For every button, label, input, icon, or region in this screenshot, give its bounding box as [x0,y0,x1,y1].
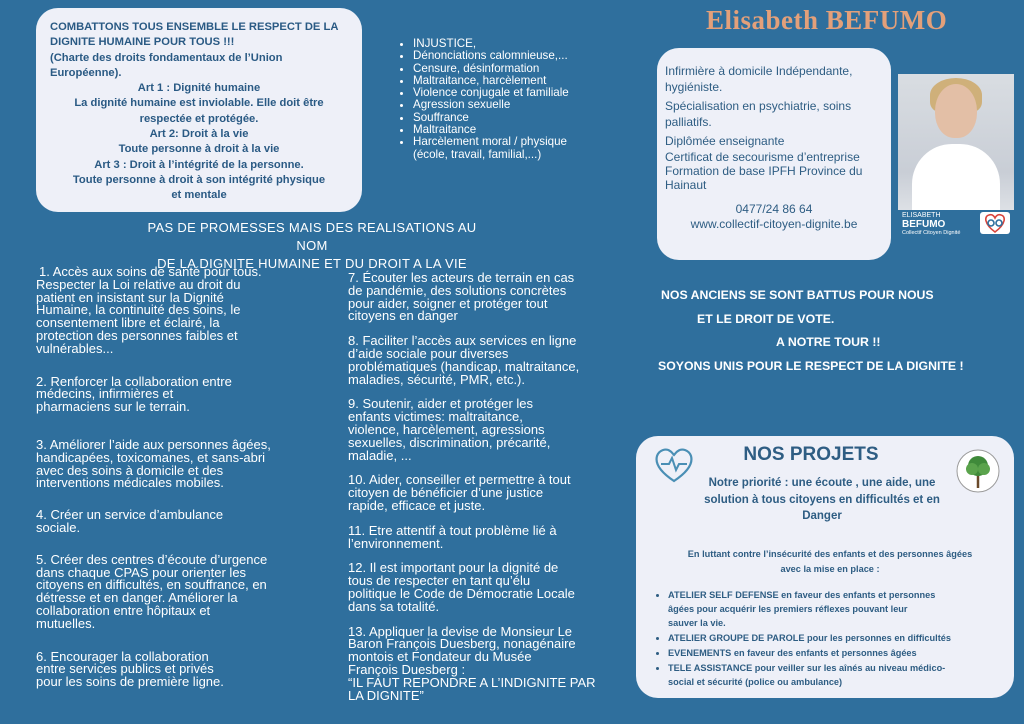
list-item: • Violence conjugale et familiale [413,87,623,99]
profile-line: Spécialisation en psychiatrie, soins [665,99,852,113]
candidate-photo [898,74,1014,238]
charter-articles [50,81,348,203]
list-item-continuation: (école, travail, familial,...) [413,147,542,161]
profile-line: Hainaut [665,177,707,192]
charter-line: et mentale [171,189,227,202]
item-line: détresse et en danger. Améliorer la [36,590,238,606]
program-item [348,272,638,323]
charter-line: Art 3 : Droit à l’intégrité de la personne. [94,158,304,171]
item-line: 13. Appliquer la devise de Monsieur Le [348,623,573,639]
item-line: 2. Renforcer la collaboration entre [36,373,232,389]
photo-org: Collectif Citoyen Dignité [902,230,961,236]
item-line: citoyens en danger [348,308,458,324]
profile-line: Formation de base IPFH Province du [665,163,863,178]
item-line: 6. Encourager la collaboration [36,648,209,664]
projects-card [636,436,1014,698]
program-item [36,648,336,690]
list-item: • Maltraitance, harcèlement [413,75,623,87]
portrait-body [912,144,1000,214]
item-line: Humaine, la continuité des soins, le [36,302,241,318]
item-line: d’aide sociale pour diverses [348,345,509,361]
item-line: sexuelles, discrimination, précarité, [348,434,551,450]
program-item [348,474,638,512]
item-line: âgées pour acquérir les premiers réflexes pouvant leur [668,604,908,614]
list-item [668,661,1018,689]
charter-line: Européenne). [50,66,122,79]
program-item [36,266,336,356]
item-line: vulnérables... [36,340,114,356]
list-item [668,646,1018,660]
projects-list [656,588,1018,690]
charter-line: Art 2: Droit à la vie [149,128,249,141]
item-line: sociale. [36,519,81,535]
item-line: maladie, ... [348,447,412,463]
program-item [348,522,638,551]
program-item [348,623,638,703]
photo-first-name: ELISABETH [902,212,941,219]
item-line: 1. Accès aux soins de santé pour tous. [39,264,262,279]
item-line: 8. Faciliter l’accès aux services en ligne [348,333,577,349]
slogan-line: ET LE DROIT DE VOTE. [697,311,835,326]
charter-line: DIGNITE HUMAINE POUR TOUS !!! [50,36,235,49]
slogan-line: SOYONS UNIS POUR LE RESPECT DE LA DIGNITE ! [658,358,964,373]
projects-title: NOS PROJETS [743,444,879,465]
list-item: • Souffrance [413,112,623,124]
item-line: problématiques (handicap, maltraitance, [348,358,580,374]
list-item: • Maltraitance [413,124,623,136]
item-line: de pandémie, des solutions concrètes [348,282,567,298]
list-item: • Censure, désinformation [413,63,623,75]
profile-line: Infirmière à domicile Indépendante, [665,64,853,78]
charter-line: Toute personne à droit à la vie [118,143,280,156]
item-line: pharmaciens sur le terrain. [36,399,190,415]
charter-line: Toute personne à droit à son intégrité physique [72,173,326,186]
item-line: “IL FAUT REPONDRE A L’INDIGNITE PAR [348,674,596,690]
item-line: 4. Créer un service d’ambulance [36,507,224,523]
item-line: rapide, efficace et juste. [348,497,486,513]
slogan [658,284,1018,378]
item-line: citoyen de bénéficier d’une justice [348,485,544,501]
item-line: politique le Code de Démocratie Locale [348,585,575,601]
list-item: • Dénonciations calomnieuse,... [413,50,623,62]
item-line: handicapées, toxicomanes, et sans-abri [36,449,266,465]
item-line: pour les soins de première ligne. [36,674,224,690]
candidate-name: Elisabeth BEFUMO [706,5,948,35]
item-line: TELE ASSISTANCE pour veiller sur les aînés au niveau médico- [668,663,946,673]
item-line: collaboration entre hôpitaux et [36,602,211,618]
profile-line: palliatifs. [665,114,712,129]
item-line: Respecter la Loi relative au droit du [36,276,241,292]
charter-line: COMBATTONS TOUS ENSEMBLE LE RESPECT DE LA [50,21,339,33]
headline-line: PAS DE PROMESSES MAIS DES REALISATIONS AU NOM [147,220,477,253]
item-line: violence, harcèlement, agressions [348,421,545,437]
item-line: 5. Créer des centres d’écoute d’urgence [36,551,268,567]
program-item [36,551,336,631]
intro-line: avec la mise en place : [780,563,880,574]
portrait-face [935,84,977,138]
item-line: avec des soins à domicile et des [36,462,224,478]
item-line: protection des personnes faibles et [36,327,238,343]
list-item [668,588,1018,630]
charter-line: (Charte des droits fondamentaux de l’Union [50,51,283,64]
item-line: sauver la vie. [668,618,726,628]
item-line: mutuelles. [36,615,96,631]
list-item: • Agression sexuelle [413,99,623,111]
item-line: 12. Il est important pour la dignité de [348,560,559,576]
charter-line: La dignité humaine est inviolable. Elle doit être [74,97,324,110]
item-line: 9. Soutenir, aider et protéger les [348,396,534,412]
photo-last-name: BEFUMO [902,219,946,230]
program-item [348,335,638,386]
priority-line: Notre priorité : une écoute , une aide, une [708,477,936,489]
profile-card [657,48,891,260]
headline-line: DE LA DIGNITE HUMAINE ET DU DROIT A LA VIE [157,256,467,271]
profile-line: Certificat de secourisme d’entreprise [665,149,860,164]
program-item [348,562,638,613]
item-line: dans chaque CPAS pour orienter les [36,564,247,580]
item-line: citoyens en difficultés, en souffrance, en [36,577,267,593]
item-line: interventions médicales mobiles. [36,475,224,491]
charter-line: Art 1 : Dignité humaine [137,82,261,95]
program-column-right [348,272,638,702]
item-line: 11. Etre attentif à tout problème lié à [348,522,557,538]
item-line: LA DIGNITE” [348,687,424,703]
priority-line: solution à tous citoyens en difficultés et en [704,493,940,506]
charter-line: respectée et protégée. [139,112,259,125]
priority-line: Danger [802,510,842,522]
list-item [668,631,1018,645]
item-line: social et sécurité (police ou ambulance) [668,677,843,687]
program-item [36,373,336,415]
item-line: ATELIER SELF DEFENSE en faveur des enfants et personnes [668,590,936,600]
org-logo-icon [980,212,1010,234]
profile-line: hygiéniste. [665,79,723,94]
item-line: tous de respecter en tant qu’élu [348,573,531,589]
item-line: enfants victimes: maltraitance, [348,409,523,425]
issues-list [397,38,623,161]
item-line: Baron François Duesberg, nonagénaire [348,636,576,652]
phone-number: 0477/24 86 64 [735,201,813,216]
item-line: consentement libre et éclairé, la [36,315,220,331]
program-item [348,398,638,462]
item-line: maladies, sécurité, PMR, etc.). [348,371,525,387]
item-line: entre services publics et privés [36,661,214,677]
charter-card [36,8,362,212]
item-line: l’environnement. [348,535,444,551]
priority-statement [688,475,956,525]
list-item: • INJUSTICE, [413,38,623,50]
item-line: pour aider, soigner et protéger tout [348,295,548,311]
program-item [36,436,336,491]
item-line: EVENEMENTS en faveur des enfants et personnes âgées [668,648,917,658]
item-line: 3. Améliorer l’aide aux personnes âgées, [36,436,271,452]
item-line: patient en insistant sur la Dignité [36,289,224,305]
program-column-left [36,266,336,689]
profile-line: Diplômée enseignante [665,134,785,148]
item-line: François Duesberg : [348,661,466,677]
item-line: ATELIER GROUPE DE PAROLE pour les personnes en difficultés [668,633,951,643]
intro-line: En luttant contre l’insécurité des enfants et des personnes âgées [687,549,973,559]
item-line: 7. Écouter les acteurs de terrain en cas [348,270,575,285]
charter-intro [50,20,348,81]
item-line: dans sa totalité. [348,598,440,614]
intro-text [656,547,1004,576]
slogan-line: A NOTRE TOUR !! [776,335,881,349]
item-line: 10. Aider, conseiller et permettre à tout [348,472,571,488]
program-item [36,509,336,535]
slogan-line: NOS ANCIENS SE SONT BATTUS POUR NOUS [661,288,934,302]
item-line: montois et Fondateur du Musée [348,649,532,665]
website-link[interactable]: www.collectif-citoyen-dignite.be [690,217,858,231]
list-item: • Harcèlement moral / physique [413,136,623,148]
item-line: médecins, infirmières et [36,386,174,402]
